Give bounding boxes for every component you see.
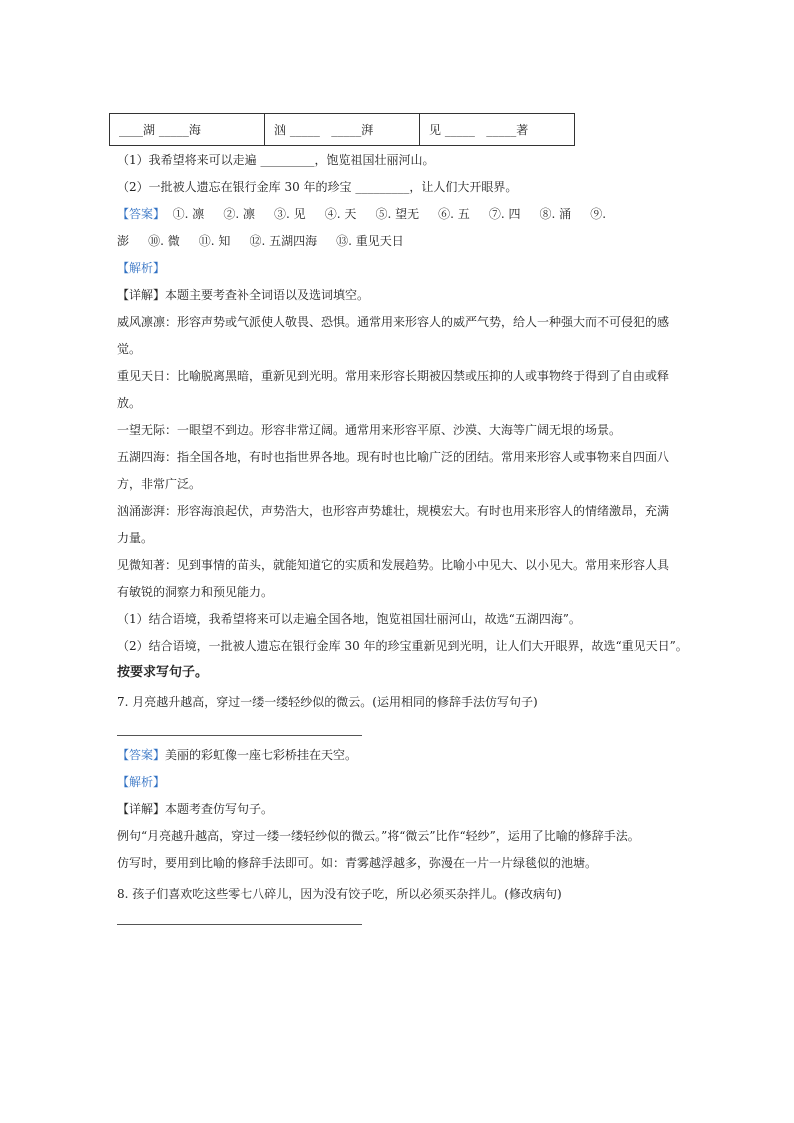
answer-label: 【答案】 — [117, 748, 166, 762]
explanation-line: 放。 — [117, 396, 142, 410]
answer-items: ①. 凛 ②. 凛 ③. 见 ④. 天 ⑤. 望无 ⑥. 五 ⑦. 四 ⑧. 涌 ⑨. — [165, 207, 607, 221]
explanation-line: 仿写时，要用到比喻的修辞手法即可。如：青雾越浮越多，弥漫在一片一片绿毯似的池塘。 — [117, 856, 598, 870]
section-heading: 按要求写句子。 — [117, 665, 209, 680]
answer-blank-line — [117, 924, 362, 925]
explanation-line: （2）结合语境，一批被人遗忘在银行金库 30 年的珍宝重新见到光明，让人们大开眼界，故选“重见天日”。 — [117, 639, 688, 653]
explanation-line: 方，非常广泛。 — [117, 477, 202, 491]
explanation-line: 例句“月亮越升越高，穿过一缕一缕轻纱似的微云。”将“微云”比作“轻纱”，运用了比喻的修辞手法。 — [117, 829, 640, 843]
detail-intro: 【详解】本题考查仿写句子。 — [117, 802, 274, 816]
answer-items-continued: 澎 ⑩. 微 ⑪. 知 ⑫. 五湖四海 ⑬. 重见天日 — [117, 234, 404, 248]
table-cell: 汹 _____ _____湃 — [265, 114, 420, 145]
answer-text: 美丽的彩虹像一座七彩桥挂在天空。 — [165, 748, 358, 762]
answer-row — [117, 206, 606, 222]
explanation-line: 见微知著：见到事情的苗头，就能知道它的实质和发展趋势。比喻小中见大、以小见大。常用来形容人具 — [117, 558, 670, 572]
explanation-line: 五湖四海：指全国各地，有时也指世界各地。现有时也比喻广泛的团结。常用来形容人或事物来自四面八 — [117, 450, 670, 464]
question-8: 8. 孩子们喜欢吃这些零七八碎儿，因为没有饺子吃，所以必须买杂拌儿。(修改病句) — [117, 887, 562, 901]
q6-sentence-2: （2）一批被人遗忘在银行金库 30 年的珍宝 _________，让人们大开眼界。 — [117, 180, 518, 194]
explanation-line: 汹涌澎湃：形容海浪起伏，声势浩大，也形容声势雄壮，规模宏大。有时也用来形容人的情绪激昂，充满 — [117, 504, 670, 518]
detail-intro: 【详解】本题主要考查补全词语以及选词填空。 — [117, 288, 370, 302]
q7-answer-row — [117, 747, 357, 763]
analysis-label: 【解析】 — [117, 775, 166, 789]
word-table — [109, 113, 575, 146]
explanation-line: 威风凛凛：形容声势或气派使人敬畏、恐惧。通常用来形容人的威严气势，给人一种强大而不可侵犯的感 — [117, 315, 670, 329]
explanation-line: （1）结合语境，我希望将来可以走遍全国各地，饱览祖国壮丽河山，故选“五湖四海”。 — [117, 612, 581, 626]
answer-blank-line — [117, 735, 362, 736]
explanation-line: 一望无际：一眼望不到边。形容非常辽阔。通常用来形容平原、沙漠、大海等广阔无垠的场景。 — [117, 423, 622, 437]
question-7: 7. 月亮越升越高，穿过一缕一缕轻纱似的微云。(运用相同的修辞手法仿写句子) — [117, 695, 538, 709]
answer-label: 【答案】 — [117, 207, 166, 221]
table-cell: ____湖 _____海 — [110, 114, 265, 145]
explanation-line: 觉。 — [117, 342, 142, 356]
q6-sentence-1: （1）我希望将来可以走遍 _________，饱览祖国壮丽河山。 — [117, 153, 435, 167]
explanation-line: 重见天日：比喻脱离黑暗，重新见到光明。常用来形容长期被囚禁或压抑的人或事物终于得到了自由或释 — [117, 369, 670, 383]
analysis-label: 【解析】 — [117, 261, 166, 275]
explanation-line: 力量。 — [117, 531, 154, 545]
explanation-line: 有敏锐的洞察力和预见能力。 — [117, 585, 274, 599]
table-cell: 见 _____ _____著 — [429, 123, 529, 137]
